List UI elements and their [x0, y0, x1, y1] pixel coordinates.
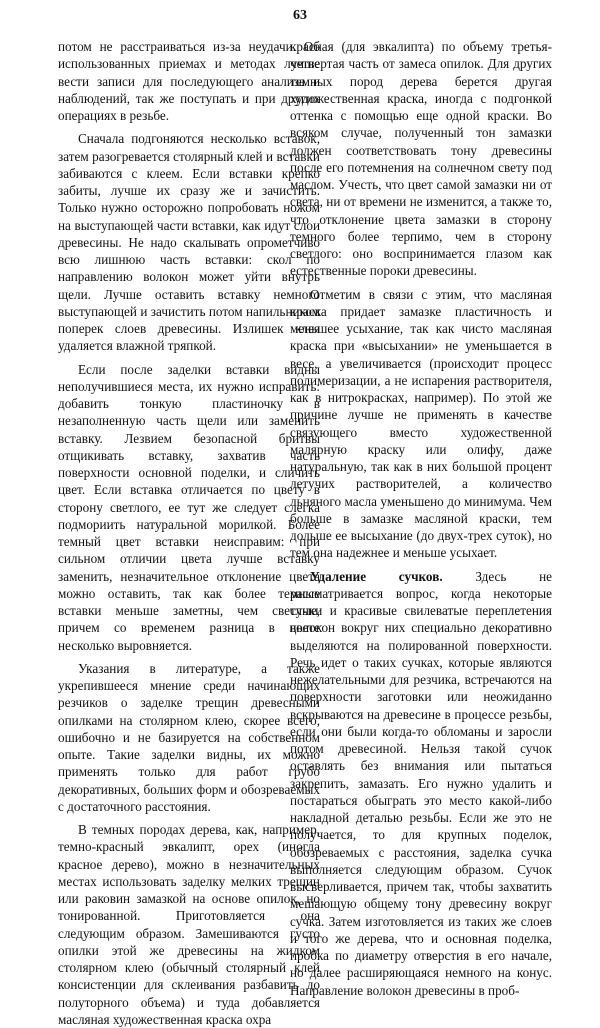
right-column [290, 38, 552, 999]
section-heading: Удаление сучков. [310, 568, 443, 584]
paragraph: Сначала подгоняются несколько вставок, затем разогревается столярный клей и вставки забиваются с клеем. Если вставки крепко забиты, лучше их сразу же и зачистить. Только нужно осторожно попробовать ножом на выступающей части вставки, как идут слои древесины. Не надо скалывать опрометчиво всю лишнюю часть вставки: скол по направлению волокон может уйти внутрь щели. Лучше оставить вставку немного выступающей и зачистить потом напильником поперек слоев древесины. Излишек клея удаляется влажной тряпкой. [58, 131, 320, 354]
paragraph: красная (для эвкалипта) по объему третья-четвертая часть от замеса опилок. Для других темных пород дерева берется другая художественная краска, иногда с подгонкой оттенка с помощью еще одной краски. Во всяком случае, полученный тон замазки должен соответствовать тону древесины после его потемнения на солнечном свету под маслом. Учесть, что цвет самой замазки ни от света, ни от времени не изменится, а также то, что отклонение цвета замазки в сторону темного более терпимо, чем в сторону светлого: оно воспринимается глазом как естественные пороки древесины. [290, 39, 552, 279]
section-text: Здесь не рассматривается вопрос, когда некоторые сучки и красивые свилеватые переплетения волокон вокруг них специально декоративно выделяются на полированной поверхности. Речь идет о таких сучках, которые являются нежелательными для резчика, встречаются на поверхности заготовки или неожиданно вскрываются на древесине в процессе резьбы, если они были когда-то обломаны и заросли потом древесиной. Нельзя такой сучок оставлять без внимания или пытаться закрепить, замазать. Его нужно удалить и постараться обыграть это место какой-либо накладной деталью резьбы. Если же это не получается, то для крупных поделок, обозреваемых с расстояния, заделка сучка выполняется следующим образом. Сучок высверливается, причем так, чтобы захватить мешающую общему тону древесину вокруг сучка. Затем изготовляется из таких же слоев и того же дерева, что и основная поделка, пробка по диаметру отверстия в его начале, но далее расширяющаяся немного на конус. Направление волокон древесины в проб- [290, 568, 552, 998]
paragraph: потом не расстраиваться из-за неудачи. Об использованных приемах и методах лучше вести записи для последующего анализа и наблюдений, так же поступать и при других операциях в резьбе. [58, 39, 320, 123]
page-number: 63 [293, 8, 307, 23]
left-column [58, 38, 320, 1028]
paragraph: Если после заделки вставки видны неполучившиеся места, их нужно исправить: добавить тонкую пластиночку в незаполненную часть щели или заменить вставку. Лезвием безопасной бритвы отщикивать вставку, захватив часть поверхности основной поделки, и сличить цвет. Если вставка отличается по цвету в сторону светлого, ее тут же следует слегка подмориить натуральной морилкой. Более темный цвет вставки неисправим: при сильном отличии цвета лучше вставку заменить, незначительное отклонение цвета можно оставить, так как более темные вставки меньше заметны, чем светлые, причем со временем разница в цвете несколько выровняется. [58, 361, 320, 653]
paragraph: Указания в литературе, а также укрепившееся мнение среди начинающих резчиков о заделке трещин древесными опилками на столярном клею, скорее всего, ошибочно и не базируется на собственном опыте. Такие заделки видны, их можно применять только для работ грубо декоративных, больших форм и обозреваемых с достаточного расстояния. [58, 660, 320, 814]
section-paragraph [290, 568, 552, 999]
paragraph: В темных породах дерева, как, например, темно-красный эвкалипт, орех (иногда красное дерево), можно в незначительных местах использовать заделку мелких трещин или раковин замазкой на основе опилок, но тонированной. Приготовляется она следующим образом. Замешиваются густо опилки этой же древесины на жидком столярном клею (обычный столярный клей консистенции для склеивания разбавить до полуторного объема) и туда добавляется масляная художественная краска охра [58, 822, 320, 1027]
paragraph: Отметим в связи с этим, что масляная краска придает замазке пластичность и меньшее усыхание, так как чисто масляная краска при «высыхании» не уменьшается в весе, а увеличивается (происходит процесс полимеризации, а не испарения растворителя, как в нитрокрасках, например). По этой же причине лучше не применять в качестве связующего вместо художественной малярную краску или олифу, даже натуральную, так как в них большой процент летучих растворителей, а количество льняного масла уменьшено до минимума. Чем больше в замазке масляной краски, тем дольше ее высыхание (до двух-трех суток), но тем она надежнее и меньше усыхает. [290, 286, 552, 561]
